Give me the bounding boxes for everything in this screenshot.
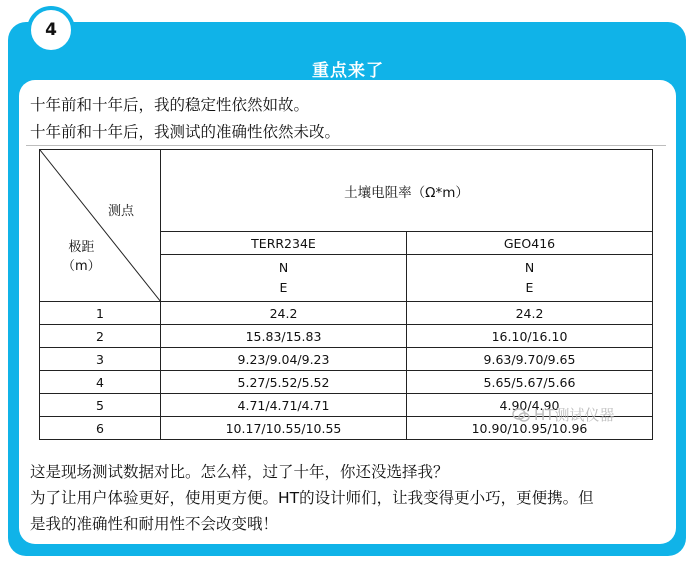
- outro-text: [30, 459, 670, 537]
- outro-line: 为了让用户体验更好，使用更方便。HT的设计师们，让我变得更小巧，更便携。但: [30, 489, 594, 507]
- cell-distance: 3: [40, 348, 161, 371]
- header-instrument-geo: GEO416: [407, 232, 653, 255]
- step-number-badge: 4: [27, 6, 75, 54]
- header-instrument-terr: TERR234E: [161, 232, 407, 255]
- cell-terr-value: 9.23/9.04/9.23: [161, 348, 407, 371]
- cell-distance: 6: [40, 417, 161, 440]
- intro-text: [30, 92, 340, 146]
- outro-line: 是我的准确性和耐用性不会改变哦！: [30, 515, 279, 533]
- header-direction-geo: N E: [407, 255, 653, 302]
- cell-terr-value: 4.71/4.71/4.71: [161, 394, 407, 417]
- header-electrode-spacing: 极距 （m）: [62, 240, 101, 274]
- table-row: [40, 302, 653, 325]
- cell-distance: 1: [40, 302, 161, 325]
- cell-geo-value: 5.65/5.67/5.66: [407, 371, 653, 394]
- table-container: [26, 145, 666, 445]
- watermark: [512, 404, 614, 425]
- cell-terr-value: 15.83/15.83: [161, 325, 407, 348]
- cell-geo-value: 24.2: [407, 302, 653, 325]
- cell-geo-value: 4.90/4.90: [407, 394, 653, 417]
- table-row: [40, 371, 653, 394]
- intro-line: 十年前和十年后，我的稳定性依然如故。: [30, 96, 310, 114]
- intro-line: 十年前和十年后，我测试的准确性依然未改。: [30, 123, 341, 141]
- section-title: 重点来了: [312, 61, 384, 81]
- cell-geo-value: 16.10/16.10: [407, 325, 653, 348]
- cell-terr-value: 10.17/10.55/10.55: [161, 417, 407, 440]
- cell-terr-value: 24.2: [161, 302, 407, 325]
- table-row: [40, 325, 653, 348]
- watermark-text: HT测试仪器: [534, 406, 615, 424]
- header-soil-resistivity: 土壤电阻率（Ω*m）: [161, 150, 653, 232]
- wechat-icon: [512, 408, 530, 422]
- cell-geo-value: 10.90/10.95/10.96: [407, 417, 653, 440]
- diagonal-line: [40, 150, 161, 302]
- cell-terr-value: 5.27/5.52/5.52: [161, 371, 407, 394]
- diagonal-header-cell: [40, 150, 161, 302]
- header-direction-terr: N E: [161, 255, 407, 302]
- cell-distance: 4: [40, 371, 161, 394]
- outro-line: 这是现场测试数据对比。怎么样，过了十年，你还没选择我？: [30, 463, 449, 481]
- cell-distance: 2: [40, 325, 161, 348]
- header-measure-point: 测点: [108, 204, 135, 219]
- table-row: [40, 348, 653, 371]
- cell-geo-value: 9.63/9.70/9.65: [407, 348, 653, 371]
- resistivity-table: [39, 149, 653, 440]
- cell-distance: 5: [40, 394, 161, 417]
